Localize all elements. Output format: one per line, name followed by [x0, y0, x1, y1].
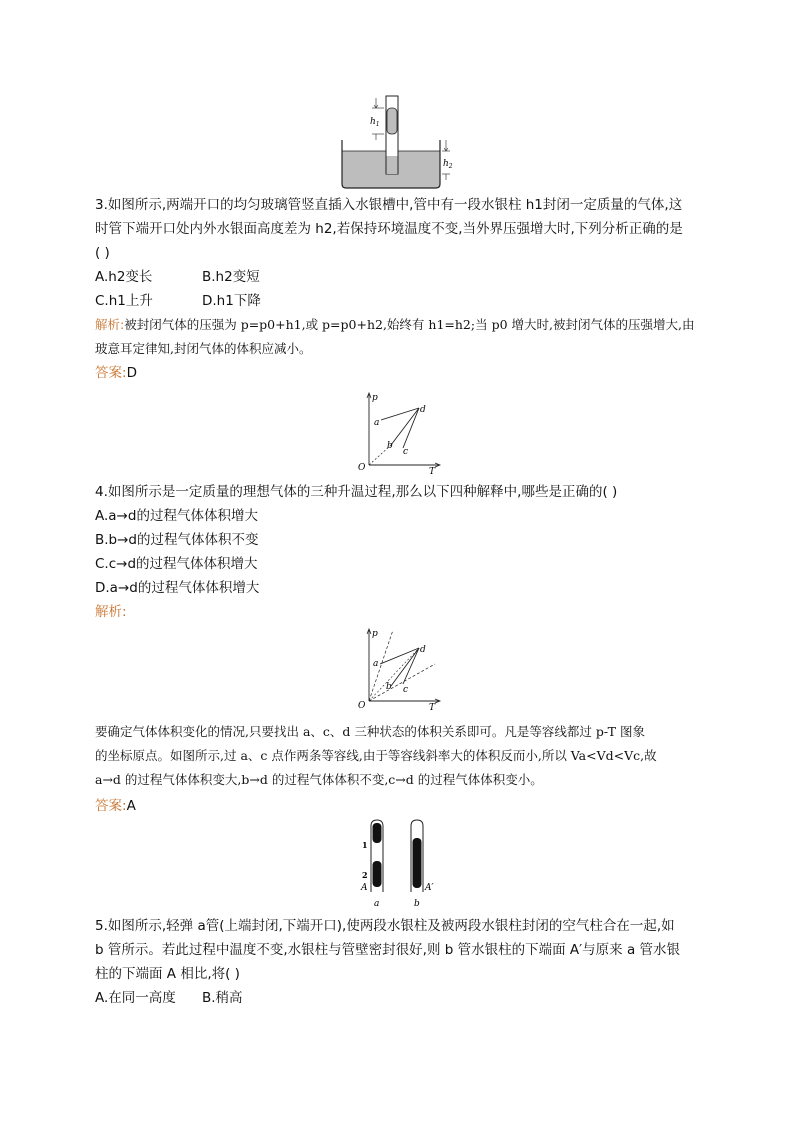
q3-option-c: C.h1上升	[95, 293, 153, 309]
q4-expl-line3: a→d 的过程气体体积变大,b→d 的过程气体体积不变,c→d 的过程气体体积变小。	[95, 772, 543, 787]
q4-answer-label: 答案:	[95, 798, 127, 814]
pt1-T-label: T	[429, 467, 436, 477]
pt2-a-label: a	[373, 659, 379, 669]
tube-a-label-A: A	[361, 883, 368, 893]
pt1-p-label: p	[372, 393, 378, 403]
q3-answer-label: 答案:	[95, 365, 127, 381]
pt2-d-label: d	[420, 645, 426, 655]
q5-option-b: B.稍高	[202, 990, 243, 1006]
pt1-a-label: a	[374, 418, 380, 428]
q4-answer-value: A	[126, 798, 136, 814]
q3-answer	[95, 361, 137, 385]
pt-diagram-1	[355, 390, 445, 475]
q4-expl-label: 解析:	[95, 604, 127, 620]
q3-expl-text: 被封闭气体的压强为 p=p0+h1,或 p=p0+h2,始终有 h1=h2;当 p0 增大时,被封闭气体的压强增大,由	[124, 317, 695, 332]
q3-expl-label: 解析:	[95, 317, 125, 332]
q3-explanation	[95, 313, 694, 337]
q3-stem-line2: 时管下端开口处内外水银面高度差为 h2,若保持环境温度不变,当外界压强增大时,下列分析正确的是	[95, 221, 683, 237]
pt2-T-label: T	[429, 703, 436, 713]
q4-expl-line1: 要确定气体体积变化的情况,只要找出 a、c、d 三种状态的体积关系即可。凡是等容线都过 p-T 图象	[95, 724, 645, 739]
two-tubes-figure	[355, 818, 445, 908]
q4-option-c: C.c→d的过程气体体积增大	[95, 556, 258, 572]
tube-b-name: b	[414, 899, 420, 909]
q3-option-b: B.h2变短	[202, 269, 260, 285]
q5-stem-line1: 5.如图所示,轻弹 a管(上端封闭,下端开口),使两段水银柱及被两段水银柱封闭的空气柱合在一起,如	[95, 918, 675, 934]
tube-a-label-1: 1	[362, 840, 368, 850]
pt-diagram-2	[355, 626, 445, 711]
pt1-c-label: c	[403, 447, 409, 457]
pt1-d-label: d	[420, 405, 426, 415]
q4-stem: 4.如图所示是一定质量的理想气体的三种升温过程,那么以下四种解释中,哪些是正确的( )	[95, 484, 618, 500]
tube-a-name: a	[374, 899, 380, 909]
q4-expl-line2: 的坐标原点。如图所示,过 a、c 点作两条等容线,由于等容线斜率大的体积反而小,所以 Va<Vd<Vc,故	[95, 748, 657, 763]
q3-stem-line1: 3.如图所示,两端开口的均匀玻璃管竖直插入水银槽中,管中有一段水银柱 h1封闭一定质量的气体,这	[95, 197, 683, 213]
q5-option-a: A.在同一高度	[95, 990, 176, 1006]
q3-answer-value: D	[126, 365, 137, 381]
q3-explanation-line2: 玻意耳定律知,封闭气体的体积应减小。	[95, 341, 312, 356]
mercury-trough-figure	[330, 96, 453, 190]
pt2-O-label: O	[358, 701, 366, 711]
pt2-c-label: c	[403, 685, 409, 695]
h1-label: $h_1$	[370, 117, 380, 128]
pt1-b-label: b	[387, 441, 393, 451]
pt2-b-label: b	[386, 682, 392, 692]
q4-answer	[95, 794, 136, 818]
tube-a-label-2: 2	[362, 870, 368, 880]
q4-option-b: B.b→d的过程气体体积不变	[95, 532, 259, 548]
q3-stem-line3: ( )	[95, 245, 110, 261]
q4-option-d: D.a→d的过程气体体积增大	[95, 580, 260, 596]
pt2-p-label: p	[372, 629, 378, 639]
q5-stem-line2: b 管所示。若此过程中温度不变,水银柱与管壁密封很好,则 b 管水银柱的下端面 A′与原来 a 管水银	[95, 942, 681, 958]
q3-option-d: D.h1下降	[202, 293, 261, 309]
pt1-O-label: O	[358, 463, 366, 473]
h2-label: $h_2$	[443, 159, 453, 170]
q5-stem-line3: 柱的下端面 A 相比,将( )	[95, 966, 240, 982]
tube-b-label-Aprime: A′	[425, 883, 434, 893]
q4-option-a: A.a→d的过程气体体积增大	[95, 508, 258, 524]
q3-option-a: A.h2变长	[95, 269, 153, 285]
